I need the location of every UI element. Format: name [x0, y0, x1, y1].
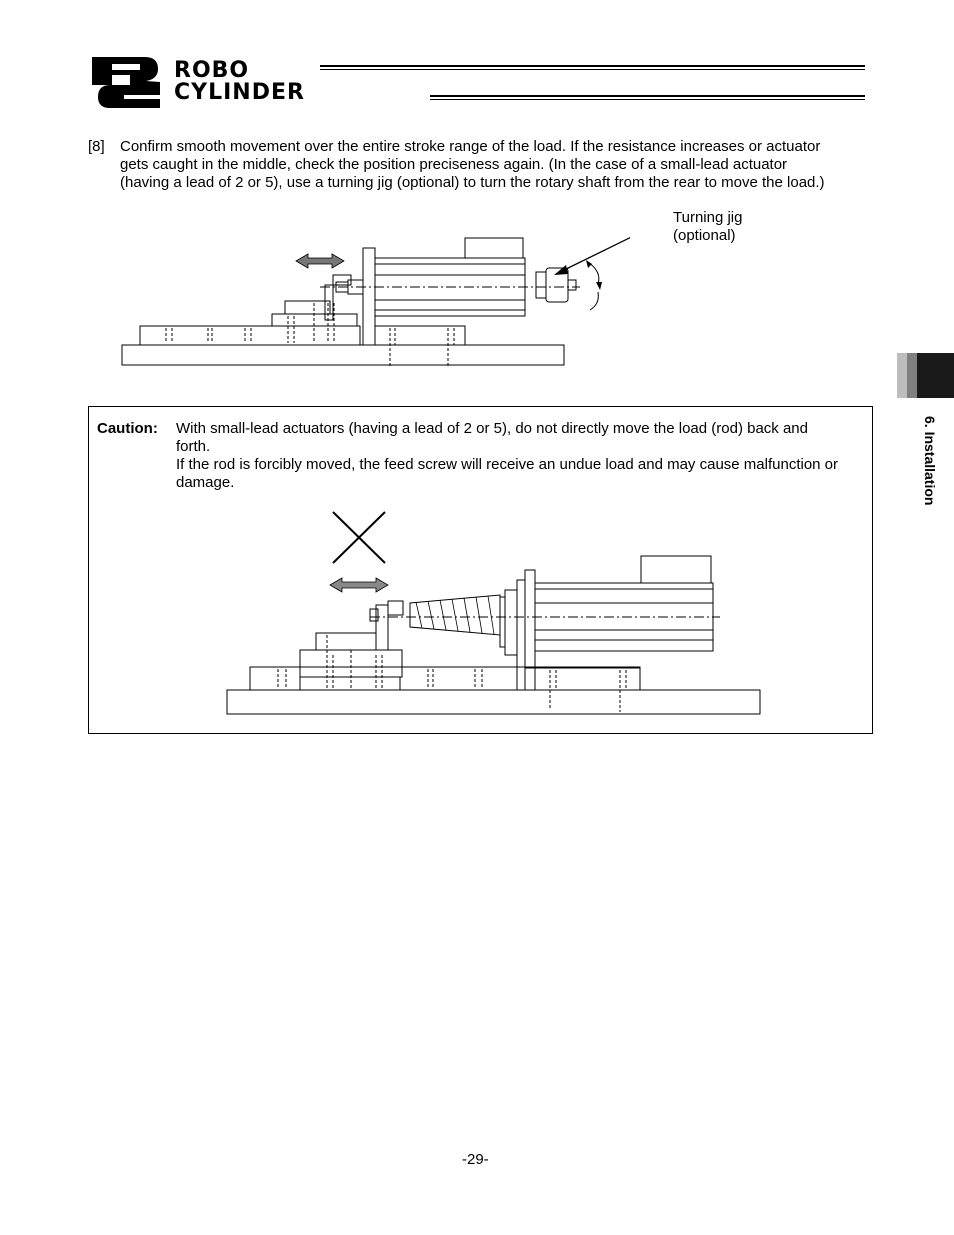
- step-text: [120, 138, 880, 192]
- callout-line: Turning jig: [673, 209, 743, 226]
- logo-cylinder: CYLINDER: [174, 80, 305, 105]
- caution-text-line: forth.: [176, 438, 211, 455]
- figure-turning-jig-diagram: [110, 200, 630, 375]
- page-number: -29-: [462, 1151, 489, 1168]
- header: [0, 0, 954, 115]
- caution-label: Caution:: [97, 420, 158, 437]
- logo-robo: ROBO: [174, 58, 250, 83]
- side-tab-label: 6. Installation: [922, 416, 938, 506]
- caution-text-line: If the rod is forcibly moved, the feed screw will receive an undue load and may cause malfunction or: [176, 456, 839, 473]
- caution-text-line: With small-lead actuators (having a lead of 2 or 5), do not directly move the load (rod) back and: [176, 420, 808, 437]
- caution-text-line: damage.: [176, 474, 235, 491]
- header-rule-top: [320, 65, 865, 70]
- step-text-line: Confirm smooth movement over the entire stroke range of the load. If the resistance increases or actuator: [120, 138, 821, 155]
- side-tab-graphic: [897, 353, 954, 398]
- rc-logo-icon: [90, 55, 170, 110]
- caution-text: [176, 420, 871, 492]
- step-text-line: gets caught in the middle, check the position preciseness again. (In the case of a small-lead actuator: [120, 156, 788, 173]
- figure-prohibited-diagram: [220, 505, 770, 720]
- step-text-line: (having a lead of 2 or 5), use a turning jig (optional) to turn the rotary shaft from the rear to move the load.): [120, 174, 825, 191]
- callout-turning-jig: [673, 209, 742, 245]
- callout-line: (optional): [673, 227, 736, 244]
- step-number: [8]: [88, 138, 105, 155]
- header-rule-bottom: [430, 95, 865, 100]
